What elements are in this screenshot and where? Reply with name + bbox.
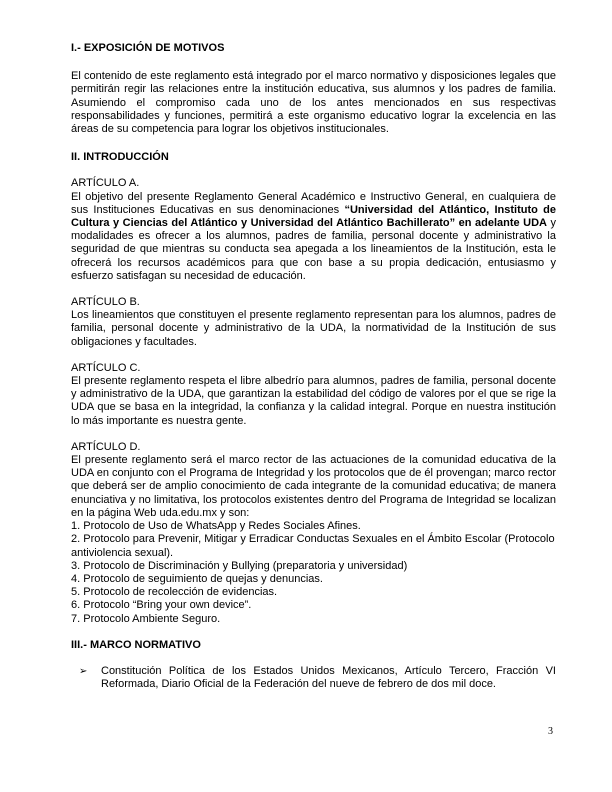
article-a-text-bold: “Universidad del Atlántico, Instituto de Cultura y Ciencias del Atlántico y Universidad del Atlántico Bachillerato” en adelante UDA	[71, 203, 556, 230]
article-a-title: ARTÍCULO A.	[71, 177, 140, 190]
article-a-text	[71, 191, 556, 283]
protocol-item: 3. Protocolo de Discriminación y Bullying (preparatoria y universidad)	[71, 559, 408, 572]
article-a-text-pre: El objetivo del presente Reglamento General Académico e Instructivo General, en cualquiera de sus Instituciones Educativas en sus denominaciones	[71, 190, 556, 216]
protocol-item: 1. Protocolo de Uso de WhatsApp y Redes Sociales Afines.	[71, 520, 361, 533]
article-d-text: El presente reglamento será el marco rector de las actuaciones de la comunidad educativa de la UDA en conjunto con el Programa de Integridad y los protocolos que de él provengan; marco rector que deberá ser de amplio conocimiento de cada integrante de la comunidad educativa; de manera enunciativa y no limitativa, los protocolos existentes dentro del Programa de Integridad se localizan en la página Web uda.edu.mx y son:	[71, 454, 556, 519]
page-number: 3	[548, 726, 553, 737]
section-heading-introduccion: II. INTRODUCCIÓN	[71, 151, 169, 164]
marco-list-item	[79, 665, 556, 691]
marco-item-text: Constitución Política de los Estados Unidos Mexicanos, Artículo Tercero, Fracción VI Reformada, Diario Oficial de la Federación del nueve de febrero de dos mil doce.	[101, 664, 556, 691]
protocol-list	[71, 520, 556, 626]
article-b-text: Los lineamientos que constituyen el presente reglamento representan para los alumnos, padres de familia, personal docente y administrativo de la UDA, la normatividad de la Institución de sus obligaciones y facultades.	[71, 309, 556, 348]
article-c-title: ARTÍCULO C.	[71, 361, 141, 374]
article-c-text: El presente reglamento respeta el libre albedrío para alumnos, padres de familia, personal docente y administrativo de la UDA, que garantizan la estabilidad del código de valores por el que se rige la UDA que se basa en la integridad, la confianza y la calidad integral. Porque en nuestra institución lo más importante es nuestra gente.	[71, 375, 556, 427]
section-heading-marco-normativo: III.- MARCO NORMATIVO	[71, 638, 201, 651]
exposicion-paragraph: El contenido de este reglamento está integrado por el marco normativo y disposiciones legales que permitirán regir las relaciones entre la institución educativa, sus alumnos y los padres de familia. Asumiendo el compromiso cada uno de los antes mencionados en sus respectivas responsabilidades y funciones, permitirá a este organismo educativo lograr la excelencia en las áreas de su competencia para lograr los objetivos institucionales.	[71, 70, 556, 136]
protocol-item: 2. Protocolo para Prevenir, Mitigar y Erradicar Conductas Sexuales en el Ámbito Escolar (Protocolo antiviolencia sexual).	[71, 533, 555, 559]
arrow-bullet-icon: ➢	[79, 665, 88, 677]
protocol-item: 4. Protocolo de seguimiento de quejas y denuncias.	[71, 572, 323, 585]
article-a-text-post: y modalidades es ofrecer a los alumnos, padres de familia, personal docente y administrativo la seguridad de que mientras su conducta sea apegada a los lineamientos de la Institución, esta le ofrecerá los recursos académicos para que con base a su propia dedicación, entusiasmo y esfuerzo satisfagan su necesidad de educación.	[71, 217, 556, 282]
article-d-title: ARTÍCULO D.	[71, 440, 141, 453]
protocol-item: 7. Protocolo Ambiente Seguro.	[71, 612, 221, 625]
protocol-item: 5. Protocolo de recolección de evidencias.	[71, 586, 278, 599]
protocol-item: 6. Protocolo “Bring your own device”.	[71, 599, 252, 612]
document-page	[71, 42, 556, 691]
section-heading-exposicion: I.- EXPOSICIÓN DE MOTIVOS	[71, 42, 225, 54]
article-b-title: ARTÍCULO B.	[71, 296, 140, 309]
